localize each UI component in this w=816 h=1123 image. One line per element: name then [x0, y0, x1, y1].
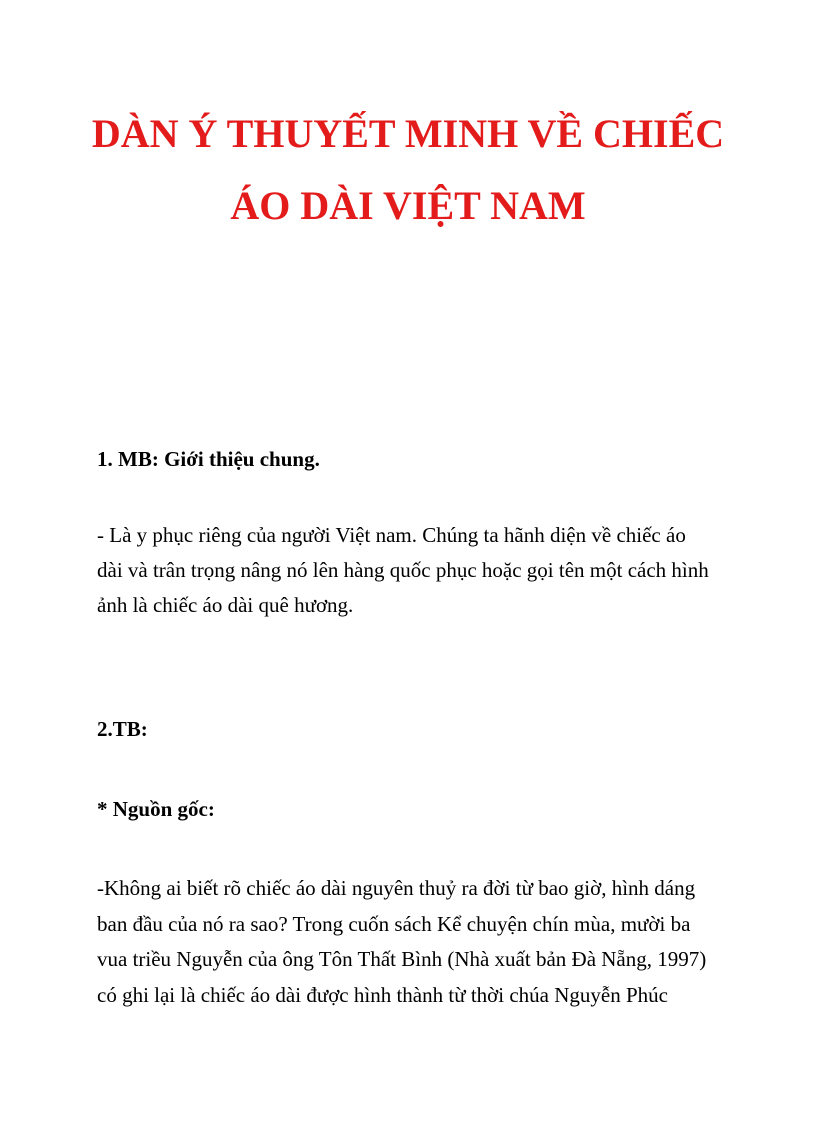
intro-line: - Là y phục riêng của người Việt nam. Chúng ta hãnh diện về chiếc áo [97, 523, 686, 547]
title-line-1: DÀN Ý THUYẾT MINH VỀ CHIẾC [91, 111, 725, 156]
section-heading-intro: 1. MB: Giới thiệu chung. [97, 447, 320, 471]
subheading-origin: * Nguồn gốc: [97, 797, 215, 821]
origin-paragraph [97, 871, 737, 1013]
origin-line: -Không ai biết rõ chiếc áo dài nguyên thuỷ ra đời từ bao giờ, hình dáng [97, 876, 696, 900]
section-heading-body: 2.TB: [97, 717, 148, 741]
intro-line: ảnh là chiếc áo dài quê hương. [97, 593, 354, 617]
intro-paragraph [97, 518, 737, 623]
title-line-2: ÁO DÀI VIỆT NAM [230, 183, 586, 228]
origin-line: ban đầu của nó ra sao? Trong cuốn sách Kể chuyện chín mùa, mười ba [97, 911, 691, 936]
origin-line: vua triều Nguyễn của ông Tôn Thất Bình (Nhà xuất bản Đà Nẵng, 1997) [97, 947, 707, 971]
intro-line: dài và trân trọng nâng nó lên hàng quốc phục hoặc gọi tên một cách hình [97, 558, 709, 582]
document-title [0, 98, 816, 242]
origin-line: có ghi lại là chiếc áo dài được hình thành từ thời chúa Nguyễn Phúc [97, 982, 668, 1007]
